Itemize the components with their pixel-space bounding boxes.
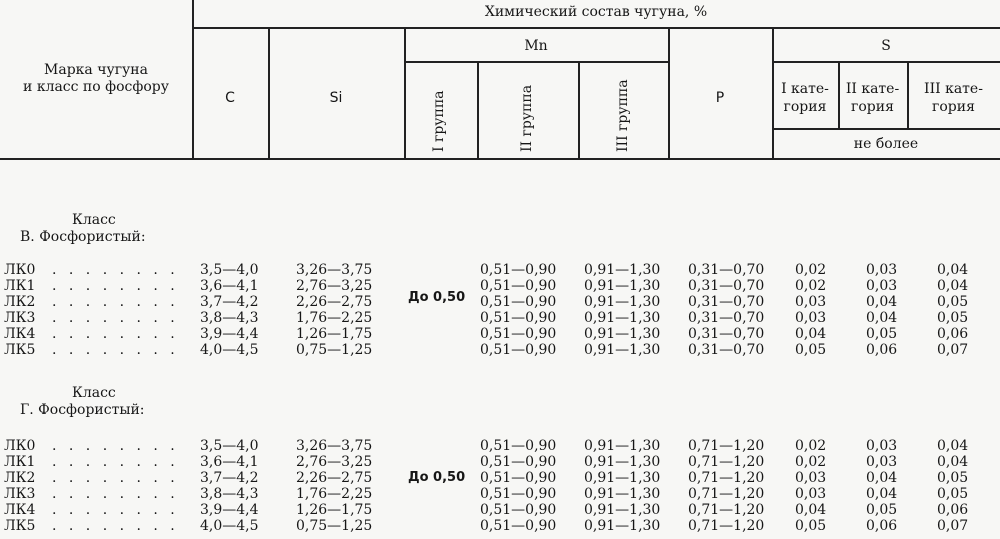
cell-c: 3,6—4,1 — [200, 454, 259, 470]
cell-s3: 0,04 — [937, 438, 969, 454]
cell-p: 0,71—1,20 — [688, 518, 765, 534]
cell-p: 0,71—1,20 — [688, 502, 765, 518]
s-category-line: II кате- — [845, 81, 900, 97]
cell-p: 0,71—1,20 — [688, 454, 765, 470]
cell-c: 3,8—4,3 — [200, 310, 259, 326]
mn-group-3-header: III группа — [615, 79, 631, 152]
cell-s2: 0,05 — [866, 502, 898, 518]
leader-dots: . . . . . . . . — [52, 502, 179, 518]
section-title-line: Г. Фосфористый: — [20, 402, 145, 418]
mn-group-2-header: II группа — [519, 84, 535, 152]
cell-s3: 0,05 — [937, 294, 969, 310]
cell-c: 3,9—4,4 — [200, 326, 259, 342]
cell-mn3: 0,91—1,30 — [584, 502, 661, 518]
cell-p: 0,31—0,70 — [688, 310, 765, 326]
chemical-composition-title: Химический состав чугуна, % — [484, 4, 708, 20]
row-grade: ЛК5 — [4, 342, 36, 358]
cell-c: 4,0—4,5 — [200, 342, 259, 358]
cell-c: 3,5—4,0 — [200, 262, 259, 278]
header-bottom-rule — [0, 158, 1000, 160]
cell-s2: 0,05 — [866, 326, 898, 342]
cell-p: 0,71—1,20 — [688, 438, 765, 454]
cell-s2: 0,06 — [866, 518, 898, 534]
cell-s3: 0,04 — [937, 278, 969, 294]
s-sub-rule — [772, 61, 1000, 63]
cell-s1: 0,02 — [795, 438, 827, 454]
leader-dots: . . . . . . . . — [52, 342, 179, 358]
cell-s3: 0,04 — [937, 262, 969, 278]
cell-s2: 0,04 — [866, 310, 898, 326]
leader-dots: . . . . . . . . — [52, 454, 179, 470]
cell-s3: 0,06 — [937, 502, 969, 518]
grade-header-line: и класс по фосфору — [23, 79, 169, 95]
row-grade: ЛК2 — [4, 470, 36, 486]
cell-mn3: 0,91—1,30 — [584, 470, 661, 486]
row-grade: ЛК0 — [4, 438, 36, 454]
cell-s1: 0,03 — [795, 294, 827, 310]
header-divider — [477, 62, 479, 159]
cell-mn3: 0,91—1,30 — [584, 278, 661, 294]
cell-s2: 0,04 — [866, 294, 898, 310]
cell-si: 1,26—1,75 — [296, 326, 373, 342]
cell-mn2: 0,51—0,90 — [480, 310, 557, 326]
cell-s2: 0,03 — [866, 454, 898, 470]
cell-s3: 0,05 — [937, 470, 969, 486]
section-title-line: Класс — [72, 385, 116, 401]
section-1-title — [0, 212, 192, 246]
s-category-1-header — [772, 80, 838, 116]
cell-c: 4,0—4,5 — [200, 518, 259, 534]
c-header: C — [225, 90, 235, 106]
s-category-line: I кате- — [781, 81, 829, 97]
cell-s2: 0,03 — [866, 278, 898, 294]
cell-p: 0,71—1,20 — [688, 486, 765, 502]
cell-s3: 0,07 — [937, 518, 969, 534]
cell-s1: 0,04 — [795, 502, 827, 518]
cell-si: 1,26—1,75 — [296, 502, 373, 518]
cell-si: 3,26—3,75 — [296, 438, 373, 454]
cell-si: 2,26—2,75 — [296, 294, 373, 310]
cell-mn2: 0,51—0,90 — [480, 278, 557, 294]
s-note-rule — [772, 128, 1000, 130]
section-title-line: В. Фосфористый: — [20, 229, 146, 245]
row-grade: ЛК2 — [4, 294, 36, 310]
cell-mn3: 0,91—1,30 — [584, 342, 661, 358]
section-2-mn1: До 0,50 — [408, 470, 466, 485]
cell-mn3: 0,91—1,30 — [584, 310, 661, 326]
grade-column-header — [0, 62, 192, 96]
cell-s3: 0,04 — [937, 454, 969, 470]
s-category-line: гория — [932, 99, 975, 115]
s-category-2-header — [838, 80, 907, 116]
cell-mn2: 0,51—0,90 — [480, 454, 557, 470]
cell-s2: 0,06 — [866, 342, 898, 358]
cell-mn2: 0,51—0,90 — [480, 262, 557, 278]
cell-s1: 0,05 — [795, 518, 827, 534]
header-divider — [578, 62, 580, 159]
row-grade: ЛК5 — [4, 518, 36, 534]
cell-s1: 0,03 — [795, 310, 827, 326]
cell-s1: 0,05 — [795, 342, 827, 358]
s-category-line: III кате- — [924, 81, 983, 97]
leader-dots: . . . . . . . . — [52, 278, 179, 294]
cell-s3: 0,06 — [937, 326, 969, 342]
row-grade: ЛК1 — [4, 454, 36, 470]
cell-mn2: 0,51—0,90 — [480, 486, 557, 502]
cell-s2: 0,04 — [866, 470, 898, 486]
row-grade: ЛК1 — [4, 278, 36, 294]
cell-c: 3,8—4,3 — [200, 486, 259, 502]
s-note: не более — [853, 136, 919, 152]
s-category-line: гория — [851, 99, 894, 115]
header-divider — [192, 0, 194, 159]
header-top-rule — [192, 27, 1000, 29]
row-grade: ЛК4 — [4, 502, 36, 518]
cell-si: 0,75—1,25 — [296, 342, 373, 358]
mn-group-1-header: I группа — [431, 90, 447, 152]
cell-mn3: 0,91—1,30 — [584, 294, 661, 310]
cell-s1: 0,03 — [795, 470, 827, 486]
cell-c: 3,7—4,2 — [200, 470, 259, 486]
cell-mn2: 0,51—0,90 — [480, 294, 557, 310]
cell-mn2: 0,51—0,90 — [480, 502, 557, 518]
section-2-title — [0, 385, 192, 419]
cell-mn2: 0,51—0,90 — [480, 518, 557, 534]
cell-s2: 0,04 — [866, 486, 898, 502]
cell-c: 3,5—4,0 — [200, 438, 259, 454]
row-grade: ЛК3 — [4, 486, 36, 502]
cell-p: 0,71—1,20 — [688, 470, 765, 486]
grade-header-line: Марка чугуна — [44, 62, 148, 78]
cell-mn2: 0,51—0,90 — [480, 326, 557, 342]
cell-mn3: 0,91—1,30 — [584, 438, 661, 454]
cell-s3: 0,05 — [937, 310, 969, 326]
cell-s1: 0,02 — [795, 278, 827, 294]
cell-c: 3,6—4,1 — [200, 278, 259, 294]
leader-dots: . . . . . . . . — [52, 518, 179, 534]
cell-s1: 0,04 — [795, 326, 827, 342]
row-grade: ЛК0 — [4, 262, 36, 278]
section-1-mn1: До 0,50 — [408, 290, 466, 305]
row-grade: ЛК3 — [4, 310, 36, 326]
cell-si: 0,75—1,25 — [296, 518, 373, 534]
cell-s1: 0,02 — [795, 454, 827, 470]
mn-sub-rule — [404, 61, 668, 63]
cell-mn3: 0,91—1,30 — [584, 518, 661, 534]
cell-p: 0,31—0,70 — [688, 262, 765, 278]
cell-si: 1,76—2,25 — [296, 310, 373, 326]
leader-dots: . . . . . . . . — [52, 262, 179, 278]
leader-dots: . . . . . . . . — [52, 486, 179, 502]
cell-mn3: 0,91—1,30 — [584, 486, 661, 502]
leader-dots: . . . . . . . . — [52, 294, 179, 310]
cell-s2: 0,03 — [866, 262, 898, 278]
cell-s1: 0,03 — [795, 486, 827, 502]
p-header: P — [715, 90, 725, 106]
cell-mn3: 0,91—1,30 — [584, 326, 661, 342]
cell-p: 0,31—0,70 — [688, 342, 765, 358]
si-header: Si — [329, 90, 343, 106]
s-header: S — [881, 38, 891, 54]
cell-c: 3,9—4,4 — [200, 502, 259, 518]
cell-s1: 0,02 — [795, 262, 827, 278]
leader-dots: . . . . . . . . — [52, 310, 179, 326]
cell-s3: 0,05 — [937, 486, 969, 502]
cell-si: 2,76—3,25 — [296, 278, 373, 294]
cell-si: 2,76—3,25 — [296, 454, 373, 470]
s-category-line: гория — [783, 99, 827, 115]
mn-header: Mn — [524, 38, 548, 54]
cell-mn2: 0,51—0,90 — [480, 470, 557, 486]
cell-mn2: 0,51—0,90 — [480, 438, 557, 454]
cell-mn2: 0,51—0,90 — [480, 342, 557, 358]
leader-dots: . . . . . . . . — [52, 326, 179, 342]
cell-si: 3,26—3,75 — [296, 262, 373, 278]
cell-c: 3,7—4,2 — [200, 294, 259, 310]
cell-si: 2,26—2,75 — [296, 470, 373, 486]
section-title-line: Класс — [72, 212, 116, 228]
cell-p: 0,31—0,70 — [688, 294, 765, 310]
cell-p: 0,31—0,70 — [688, 326, 765, 342]
leader-dots: . . . . . . . . — [52, 470, 179, 486]
cell-s3: 0,07 — [937, 342, 969, 358]
cell-p: 0,31—0,70 — [688, 278, 765, 294]
cell-mn3: 0,91—1,30 — [584, 454, 661, 470]
row-grade: ЛК4 — [4, 326, 36, 342]
leader-dots: . . . . . . . . — [52, 438, 179, 454]
cell-si: 1,76—2,25 — [296, 486, 373, 502]
cell-s2: 0,03 — [866, 438, 898, 454]
cell-mn3: 0,91—1,30 — [584, 262, 661, 278]
s-category-3-header — [907, 80, 1000, 116]
